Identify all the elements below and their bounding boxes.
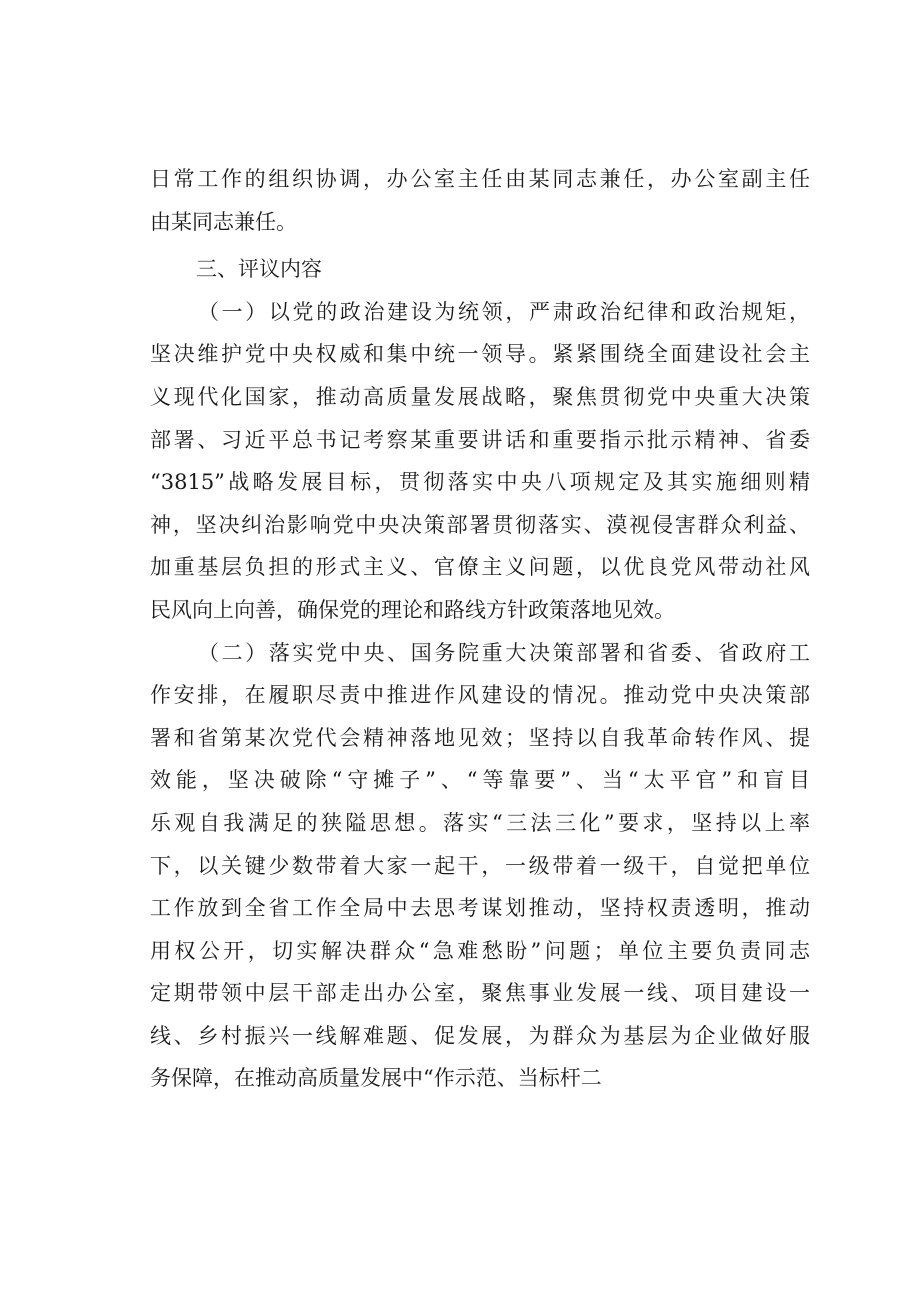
text-line: 署和省第某次党代会精神落地见效；坚持以自我革命转作风、提 xyxy=(150,725,810,750)
text-line: 用权公开，切实解决群众“急难愁盼”问题；单位主要负责同志 xyxy=(150,938,810,963)
text-line: 线、乡村振兴一线解难题、促发展，为群众为基层为企业做好服 xyxy=(150,1023,810,1048)
text-line: （二）落实党中央、国务院重大决策部署和省委、省政府工 xyxy=(198,640,810,665)
text-line: 部署、习近平总书记考察某重要讲话和重要指示批示精神、省委 xyxy=(150,427,810,452)
text-line: 定期带领中层干部走出办公室，聚焦事业发展一线、项目建设一 xyxy=(150,981,810,1006)
text-line: 日常工作的组织协调，办公室主任由某同志兼任，办公室副主任 xyxy=(150,167,810,191)
text-line: 乐观自我满足的狭隘思想。落实“三法三化”要求，坚持以上率 xyxy=(150,810,810,835)
text-line: 务保障，在推动高质量发展中“作示范、当标杆二 xyxy=(150,1066,602,1091)
text-line: 义现代化国家，推动高质量发展战略，聚焦贯彻党中央重大决策 xyxy=(150,384,810,409)
text-line: 坚决维护党中央权威和集中统一领导。紧紧围绕全面建设社会主 xyxy=(150,342,810,367)
text-line: 由某同志兼任。 xyxy=(150,209,297,234)
section-heading: 三、评议内容 xyxy=(196,257,322,282)
paragraph-one xyxy=(150,291,810,632)
text-line: 神，坚决纠治影响党中央决策部署贯彻落实、漠视侵害群众利益、 xyxy=(150,512,810,537)
document-body xyxy=(150,158,810,1100)
text-line: 下，以关键少数带着大家一起干，一级带着一级干，自觉把单位 xyxy=(150,853,810,878)
text-line: 效能，坚决破除“守摊子”、“等靠要”、当“太平官”和盲目 xyxy=(150,768,810,793)
intro-paragraph xyxy=(150,158,810,243)
text-line: 民风向上向善，确保党的理论和路线方针政策落地见效。 xyxy=(150,597,675,622)
paragraph-two xyxy=(150,632,810,1101)
text-line: “3815”战略发展目标，贯彻落实中央八项规定及其实施细则精 xyxy=(150,470,810,495)
text-line: （一）以党的政治建设为统领，严肃政治纪律和政治规矩， xyxy=(198,299,810,324)
text-line: 工作放到全省工作全局中去思考谋划推动，坚持权责透明，推动 xyxy=(150,896,810,921)
text-line: 加重基层负担的形式主义、官僚主义问题，以优良党风带动社风 xyxy=(150,555,810,580)
text-line: 作安排，在履职尽责中推进作风建设的情况。推动党中央决策部 xyxy=(150,683,810,708)
